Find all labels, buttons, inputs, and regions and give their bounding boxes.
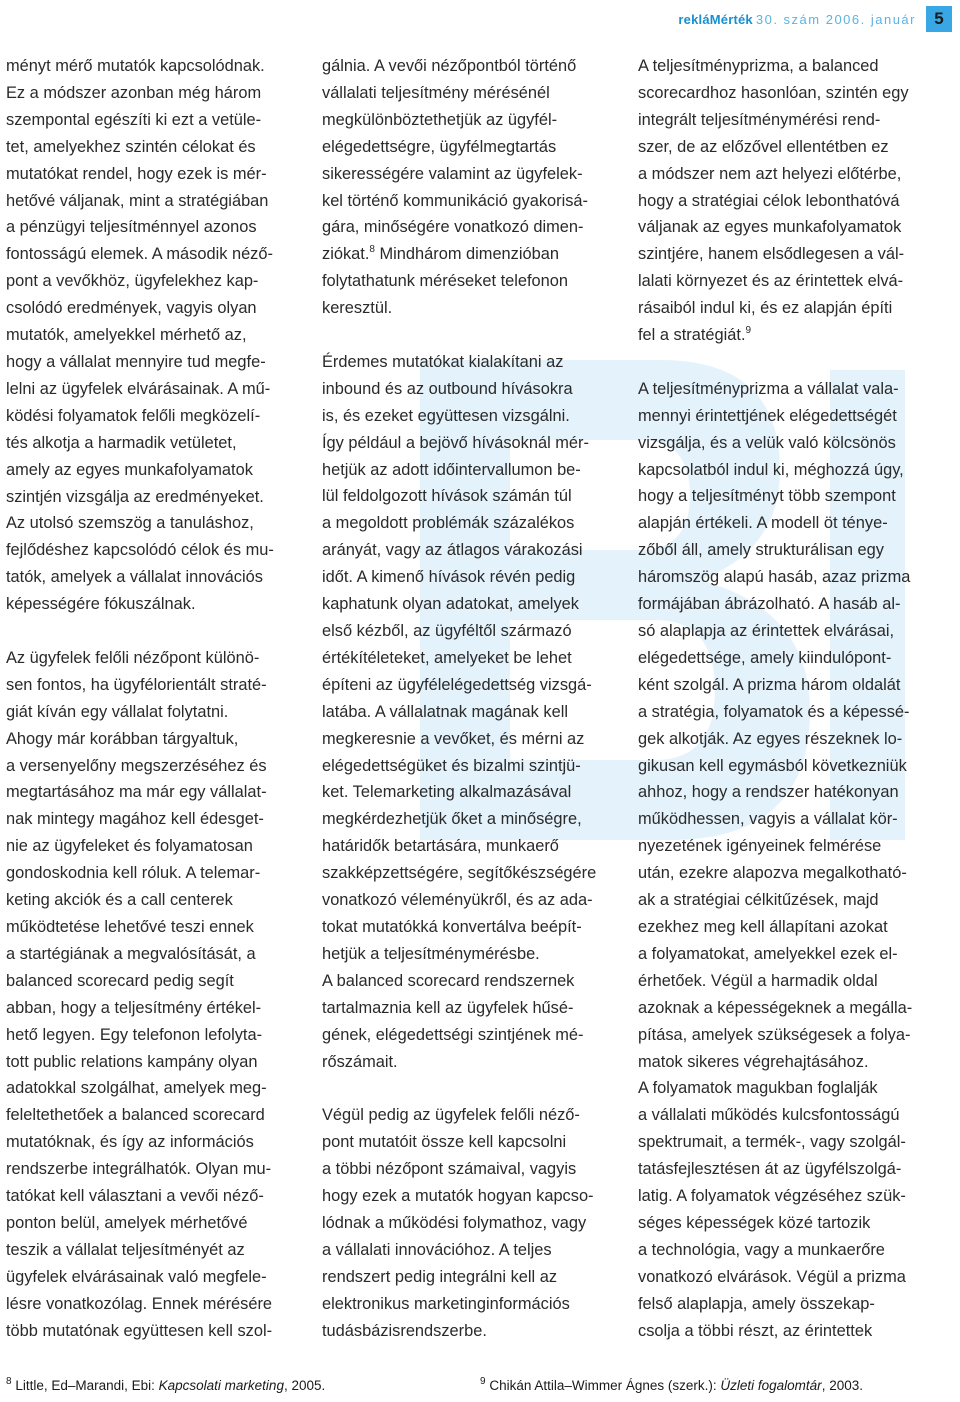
text-line: abban, hogy a teljesítmény értékel- <box>6 998 262 1017</box>
text-line: hogy a stratégiai célok lebonthatóvá <box>638 191 900 210</box>
text-line: után, ezekre alapozva megalkotható- <box>638 864 907 883</box>
text-line: a megoldott problémák százalékos <box>322 514 575 533</box>
text-line: a versenyelőny megszerzéséhez és <box>6 756 267 775</box>
text-line: hető legyen. Egy telefonon lefolyta- <box>6 1025 263 1044</box>
text-line: keresztül. <box>322 299 393 318</box>
text-line: giát kíván egy vállalat folytatni. <box>6 702 229 721</box>
text-line: határidők betartására, munkaerő <box>322 837 559 856</box>
text-line: spektrumait, a termék-, vagy szolgál- <box>638 1133 906 1152</box>
text-line: működhessen, vagyis a vállalat kör- <box>638 810 898 829</box>
text-line: pont a vevőkhöz, ügyfelekhez kap- <box>6 272 259 291</box>
text-line: azoknak a képességeknek a megálla- <box>638 998 913 1017</box>
text-line: hogy a vállalat mennyire tud megfe- <box>6 352 266 371</box>
text-line: A folyamatok magukban foglalják <box>638 1079 878 1098</box>
text-line: a pénzügyi teljesítménnyel azonos <box>6 218 257 237</box>
text-line: scorecardhoz hasonlóan, szintén egy <box>638 83 909 102</box>
text-line: ügyfelek elvárásainak való megfele- <box>6 1267 267 1286</box>
text-line: rásaiból indul ki, és ez alapján építi <box>638 299 893 318</box>
text-line: rőszámait. <box>322 1052 398 1071</box>
text-line: Az utolsó szemszög a tanuláshoz, <box>6 514 254 533</box>
text-line: értékítéleteket, amelyeket be lehet <box>322 648 572 667</box>
text-line: megkeresnie a vevőket, és mérni az <box>322 729 585 748</box>
text-line: matok sikeres végrehajtásához. <box>638 1052 869 1071</box>
text-line: ként szolgál. A prizma három oldalát <box>638 675 901 694</box>
text-line: gének, elégedettségi szintjének mé- <box>322 1025 584 1044</box>
text-line: váljanak az egyes munkafolyamatok <box>638 218 902 237</box>
footnote-text: , 2003. <box>821 1378 863 1393</box>
text-line: keting akciók és a call centerek <box>6 891 233 910</box>
text-line: hogy ezek a mutatók hogyan kapcso- <box>322 1187 594 1206</box>
text-line: mutatók, amelyekkel mérhető az, <box>6 326 247 345</box>
text-line: nak mintegy magához kell édesget- <box>6 810 264 829</box>
text-line: gondoskodnia kell róluk. A telemar- <box>6 864 261 883</box>
text-line: a startégiának a megvalósítását, a <box>6 944 256 963</box>
text-line: felső alaplapja, amely összekap- <box>638 1294 875 1313</box>
text-line: elégedettségre, ügyfélmegtartás <box>322 137 557 156</box>
text-line: megtartásához ma már egy vállalat- <box>6 783 267 802</box>
text-line: Az ügyfelek felőli nézőpont különö- <box>6 648 260 667</box>
text-line: gikusan kell egymásból következniük <box>638 756 907 775</box>
text-line: alapján értékeli. A modell öt ténye- <box>638 514 888 533</box>
footnote-title: Kapcsolati marketing <box>158 1378 284 1393</box>
text-line: tartalmaznia kell az ügyfelek hűsé- <box>322 998 574 1017</box>
text-line: tatásfejlesztésen át az ügyfélszolgá- <box>638 1160 902 1179</box>
text-line: is, és ezeket együttesen vizsgálni. <box>322 406 570 425</box>
text-line: tokat mutatókká konvertálva beépít- <box>322 917 582 936</box>
text-line: zőből áll, amely strukturálisan egy <box>638 541 884 560</box>
text-line: Érdemes mutatókat kialakítani az <box>322 352 564 371</box>
footnote-mark: 8 <box>6 1375 12 1387</box>
text-line: sikerességére valamint az ügyfelek- <box>322 164 583 183</box>
text-line: ezekhez meg kell állapítani azokat <box>638 917 888 936</box>
text-line: ahhoz, hogy a rendszer hatékonyan <box>638 783 899 802</box>
text-line: képességére fókuszálnak. <box>6 595 196 614</box>
text-line: gálnia. A vevői nézőpontból történő <box>322 57 577 75</box>
text-line: lódnak a működési folymathoz, vagy <box>322 1213 587 1232</box>
text-line: sen fontos, ha ügyfélorientált straté- <box>6 675 267 694</box>
footnote-text: , 2005. <box>283 1378 326 1393</box>
text-line: Mindhárom dimenzióban <box>374 245 559 264</box>
text-line: vonatkozó elvárások. Végül a prizma <box>638 1267 906 1286</box>
text-line: a technológia, vagy a munkaerőre <box>638 1240 885 1259</box>
text-line: hetjük a teljesítménymérésbe. <box>322 944 540 963</box>
text-line: szakképzettségére, segítőkészségére <box>322 864 597 883</box>
text-line: első kézből, az ügyféltől származó <box>322 622 572 641</box>
text-line: ziókat. <box>322 245 370 264</box>
text-line: balanced scorecard pedig segít <box>6 971 234 990</box>
text-line: lésre vonatkozólag. Ennek mérésére <box>6 1294 273 1313</box>
text-line: integrált teljesítménymérési rend- <box>638 110 881 129</box>
text-line: vállalati teljesítmény mérésénél <box>322 83 550 102</box>
text-line: szer, de az előzővel ellentétben ez <box>638 137 889 156</box>
text-line: nyezetének igényeinek felmérése <box>638 837 882 856</box>
text-line: megkülönböztethetjük az ügyfél- <box>322 110 558 129</box>
text-line: pont mutatóit össze kell kapcsolni <box>322 1133 567 1152</box>
text-line: érhetőek. Végül a harmadik oldal <box>638 971 878 990</box>
text-line: hogy a teljesítményt több szempont <box>638 487 896 506</box>
text-line: nie az ügyfeleket és folyamatosan <box>6 837 253 856</box>
text-line: építeni az ügyfélelégedettség vizsgá- <box>322 675 592 694</box>
footnote-8 <box>6 1375 326 1393</box>
text-line: Ahogy már korábban tárgyaltuk, <box>6 729 239 748</box>
text-line: elégedettsége, amely kiindulópont- <box>638 648 892 667</box>
text-line: A teljesítményprizma a vállalat vala- <box>638 379 899 398</box>
text-line: tatók, amelyek a vállalat innovációs <box>6 568 263 587</box>
text-line: rendszert pedig integrálni kell az <box>322 1267 558 1286</box>
footnotes <box>6 1375 946 1398</box>
publication-name: rekláMérték <box>678 11 753 27</box>
text-line: kaphatunk olyan adatokat, amelyek <box>322 595 579 614</box>
paragraph <box>6 53 306 618</box>
text-line: kapcsolatból indul ki, méghozzá úgy, <box>638 460 904 479</box>
text-line: hetővé váljanak, mint a stratégiában <box>6 191 269 210</box>
text-line: gára, minőségére vonatkozó dimen- <box>322 218 584 237</box>
text-column-2 <box>322 53 622 1344</box>
text-line: amely az egyes munkafolyamatok <box>6 460 253 479</box>
text-line: tott public relations kampány olyan <box>6 1052 258 1071</box>
text-line: ak a stratégiai célkitűzések, majd <box>638 891 879 910</box>
text-line: A teljesítményprizma, a balanced <box>638 57 879 75</box>
text-line: pítása, amelyek szükségesek a folya- <box>638 1025 911 1044</box>
text-line: tet, amelyekhez szintén célokat és <box>6 137 256 156</box>
text-line: háromszög alapú hasáb, azaz prizma <box>638 568 911 587</box>
text-line: a stratégia, folyamatok és a képessé- <box>638 702 910 721</box>
text-line: latába. A vállalatnak magának kell <box>322 702 569 721</box>
footnote-reference-8: 8 <box>369 243 375 255</box>
text-line: elégedettségüket és bizalmi szintjü- <box>322 756 581 775</box>
text-line: só alaplapja az érintettek elvárásai, <box>638 622 895 641</box>
text-line: fontosságú elemek. A második néző- <box>6 245 273 264</box>
text-line: több mutatónak együttesen kell szol- <box>6 1321 273 1340</box>
text-line: a többi nézőpont számaival, vagyis <box>322 1160 577 1179</box>
text-line: tudásbázisrendszerbe. <box>322 1321 487 1340</box>
issue-info: 30. szám 2006. január <box>755 11 916 27</box>
footnote-text: Little, Ed–Marandi, Ebi: <box>11 1378 159 1393</box>
text-line: vizsgálja, és a velük való kölcsönös <box>638 433 896 452</box>
paragraph <box>638 53 938 349</box>
paragraph <box>6 645 306 1345</box>
paragraph <box>322 1102 622 1344</box>
text-line: Ez a módszer azonban még három <box>6 83 262 102</box>
text-line: lül feldolgozott hívások számán túl <box>322 487 572 506</box>
text-line: arányát, vagy az átlagos várakozási <box>322 541 583 560</box>
text-line: adatokkal szolgálhat, amelyek meg- <box>6 1079 267 1098</box>
text-column-1 <box>6 53 306 1344</box>
text-line: mutatókat rendel, hogy ezek is mér- <box>6 164 267 183</box>
text-line: hetjük az adott időintervallumon be- <box>322 460 581 479</box>
text-line: szintjén vizsgálja az eredményeket. <box>6 487 264 506</box>
text-line: ködési folyamatok felőli megközelí- <box>6 406 261 425</box>
text-line: fel a stratégiát. <box>638 326 746 345</box>
text-line: időt. A kimenő hívások révén pedig <box>322 568 576 587</box>
text-line: séges képességek közé tartozik <box>638 1213 871 1232</box>
text-line: ket. Telemarketing alkalmazásával <box>322 783 572 802</box>
text-line: szintjére, hanem elsődlegesen a vál- <box>638 245 905 264</box>
publication-line <box>678 12 916 27</box>
text-line: elektronikus marketinginformációs <box>322 1294 570 1313</box>
text-line: a vállalati működés kulcsfontosságú <box>638 1106 900 1125</box>
text-line: mennyi érintettjének elégedettségét <box>638 406 897 425</box>
text-line: vonatkozó véleményükről, és az ada- <box>322 891 593 910</box>
text-line: teszik a vállalat teljesítményét az <box>6 1240 245 1259</box>
text-line: fejlődéshez kapcsolódó célok és mu- <box>6 541 274 560</box>
text-line: csolja a többi részt, az érintettek <box>638 1321 873 1340</box>
text-line: folytathatunk méréseket telefonon <box>322 272 569 291</box>
footnote-title: Üzleti fogalomtár <box>720 1378 822 1393</box>
text-line: szempontal egészíti ki ezt a vetüle- <box>6 110 262 129</box>
page-header <box>678 6 952 32</box>
paragraph <box>322 53 622 322</box>
text-line: működtetése lehetővé teszi ennek <box>6 917 254 936</box>
text-line: Így például a bejövő hívásoknál mér- <box>322 433 589 452</box>
footnote-text: Chikán Attila–Wimmer Ágnes (szerk.): <box>485 1378 721 1393</box>
footnote-reference-9: 9 <box>745 324 752 336</box>
text-line: lalati környezet és az érintettek elvá- <box>638 272 904 291</box>
text-line: tés alkotja a harmadik vetületet, <box>6 433 237 452</box>
paragraph <box>322 349 622 1075</box>
text-line: kel történő kommunikáció gyakorisá- <box>322 191 589 210</box>
text-line: a vállalati innovációhoz. A teljes <box>322 1240 552 1259</box>
text-line: A balanced scorecard rendszernek <box>322 971 575 990</box>
text-line: megkérdezhetjük őket a minőségre, <box>322 810 582 829</box>
text-line: inbound és az outbound hívásokra <box>322 379 573 398</box>
text-line: gek alkotják. Az egyes részeknek lo- <box>638 729 903 748</box>
paragraph <box>638 376 938 1345</box>
text-line: mutatóknak, és így az információs <box>6 1133 254 1152</box>
footnote-9 <box>480 1375 863 1393</box>
text-line: rendszerbe integrálhatók. Olyan mu- <box>6 1160 272 1179</box>
text-line: tatókat kell választani a vevői néző- <box>6 1187 264 1206</box>
text-line: ponton belül, amelyek mérhetővé <box>6 1213 248 1232</box>
text-line: latig. A folyamatok végzéséhez szük- <box>638 1187 906 1206</box>
text-line: formájában ábrázolható. A hasáb al- <box>638 595 901 614</box>
text-line: lelni az ügyfelek elvárásainak. A mű- <box>6 379 271 398</box>
text-line: feleltethetőek a balanced scorecard <box>6 1106 265 1125</box>
footnote-mark: 9 <box>480 1375 486 1387</box>
text-line: a módszer nem azt helyezi előtérbe, <box>638 164 902 183</box>
text-line: ményt mérő mutatók kapcsolódnak. <box>6 57 265 75</box>
text-line: a folyamatokat, amelyekkel ezek el- <box>638 944 898 963</box>
text-column-3 <box>638 53 938 1344</box>
text-line: Végül pedig az ügyfelek felőli néző- <box>322 1106 580 1125</box>
text-line: csolódó eredmények, vagyis olyan <box>6 299 257 318</box>
page-number: 5 <box>926 6 952 32</box>
